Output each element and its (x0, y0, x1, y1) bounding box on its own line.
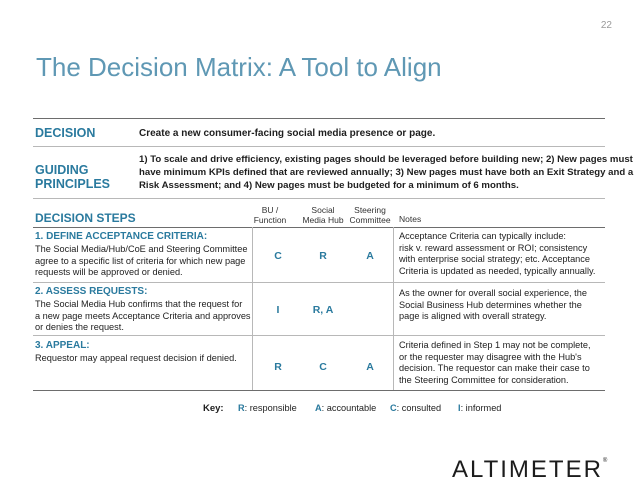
step-3-title: 3. APPEAL: (35, 340, 90, 351)
step-3-committee-role: A (366, 361, 374, 373)
step-3-note-3: decision. The requestor can make their case to (399, 363, 590, 373)
step-2-title: 2. ASSESS REQUESTS: (35, 286, 148, 297)
guiding-line-2: have minimum KPIs defined that are reviewed annually; 3) New pages must have both an Exit Strategy and a (139, 167, 634, 178)
slide-title: The Decision Matrix: A Tool to Align (36, 52, 442, 82)
step-1-line-1: The Social Media/Hub/CoE and Steering Committee (35, 244, 248, 254)
col-hub-line1: Social (311, 205, 335, 215)
step-3-note-1: Criteria defined in Step 1 may not be complete, (399, 340, 591, 350)
col-committee (345, 206, 395, 225)
guiding-label-line1: GUIDING (35, 163, 89, 177)
key-responsible (238, 403, 297, 413)
decision-divider (33, 146, 605, 147)
top-rule (33, 118, 605, 119)
key-text: : informed (460, 403, 502, 413)
step-1-note-4: Criteria is updated as needed, typically annually. (399, 265, 596, 276)
col-hub (298, 206, 348, 225)
col-committee-line1: Steering (354, 205, 386, 215)
step-1-committee-role: A (366, 250, 374, 262)
step-2-note-2: Social Business Hub determines whether the (399, 299, 582, 310)
step-3-hub-role: C (319, 361, 327, 373)
key-text: : accountable (321, 403, 377, 413)
col-bu (245, 206, 295, 225)
key-text: : responsible (244, 403, 297, 413)
step-1-note-3: with enterprise social strategy; etc. Acceptance (399, 254, 590, 264)
step-2-note-3: page is aligned with overall strategy. (399, 311, 547, 321)
key-letter: A (315, 403, 322, 413)
step-1-hub-role: R (319, 250, 327, 262)
step-1-line-3: requests will be approved or denied. (35, 267, 183, 277)
step-2-note-1: As the owner for overall social experience, the (399, 288, 587, 298)
logo-text: ALTIMETER (452, 456, 603, 483)
decision-label: DECISION (35, 126, 96, 140)
key-consulted (390, 403, 441, 413)
guiding-line-1: 1) To scale and drive efficiency, existing pages should be leveraged before building new; 2) New pages must (139, 154, 633, 165)
header-rule (33, 227, 605, 228)
key-informed (458, 403, 501, 413)
step-2-divider (33, 335, 605, 336)
decision-matrix (33, 118, 634, 422)
step-2-hub-role: R, A (312, 304, 334, 316)
altimeter-logo (452, 456, 607, 484)
step-3-note-4: the Steering Committee for consideration. (399, 374, 569, 385)
page-number: 22 (600, 20, 612, 31)
guiding-line-3: Risk Assessment; and 4) New pages must be budgeted for a minimum of 6 months. (139, 180, 519, 191)
step-2-bu-role: I (276, 304, 280, 316)
col-bu-line2: Function (253, 214, 287, 225)
step-3-note-2: or the requester may disagree with the Hub's (399, 351, 582, 362)
bottom-rule (33, 390, 605, 391)
key-letter: I (458, 403, 461, 413)
guiding-divider (33, 198, 605, 199)
col-hub-line2: Media Hub (302, 214, 344, 225)
step-3-bu-role: R (274, 361, 282, 373)
key-letter: C (390, 403, 397, 413)
step-3-line-1: Requestor may appeal request decision if denied. (35, 353, 237, 363)
step-1-note-1: Acceptance Criteria can typically include: (399, 231, 566, 241)
col-committee-line2: Committee (349, 214, 391, 225)
step-1-note-2: risk v. reward assessment or ROI; consistency (399, 242, 588, 253)
decision-text: Create a new consumer-facing social media presence or page. (139, 128, 436, 139)
step-1-bu-role: C (274, 250, 282, 262)
key-letter: R (238, 403, 245, 413)
step-2-line-3: or denies the request. (35, 322, 124, 332)
step-1-line-2: agree to a specific list of criteria for which new page (35, 255, 246, 266)
step-2-line-2: a new page meets Acceptance Criteria and approves (35, 310, 251, 321)
step-1-title: 1. DEFINE ACCEPTANCE CRITERIA: (35, 231, 208, 242)
col-sep-2 (393, 227, 394, 390)
step-1-divider (33, 282, 605, 283)
logo-registered-mark: ® (602, 458, 608, 464)
key-accountable (315, 403, 376, 413)
col-notes: Notes (399, 214, 422, 224)
guiding-label-line2: PRINCIPLES (35, 177, 111, 191)
key-text: : consulted (396, 403, 442, 413)
key-label: Key: (203, 403, 224, 414)
steps-label: DECISION STEPS (35, 211, 136, 225)
col-bu-line1: BU / (261, 205, 279, 215)
col-sep-1 (252, 227, 253, 390)
step-2-line-1: The Social Media Hub confirms that the request for (35, 299, 243, 309)
